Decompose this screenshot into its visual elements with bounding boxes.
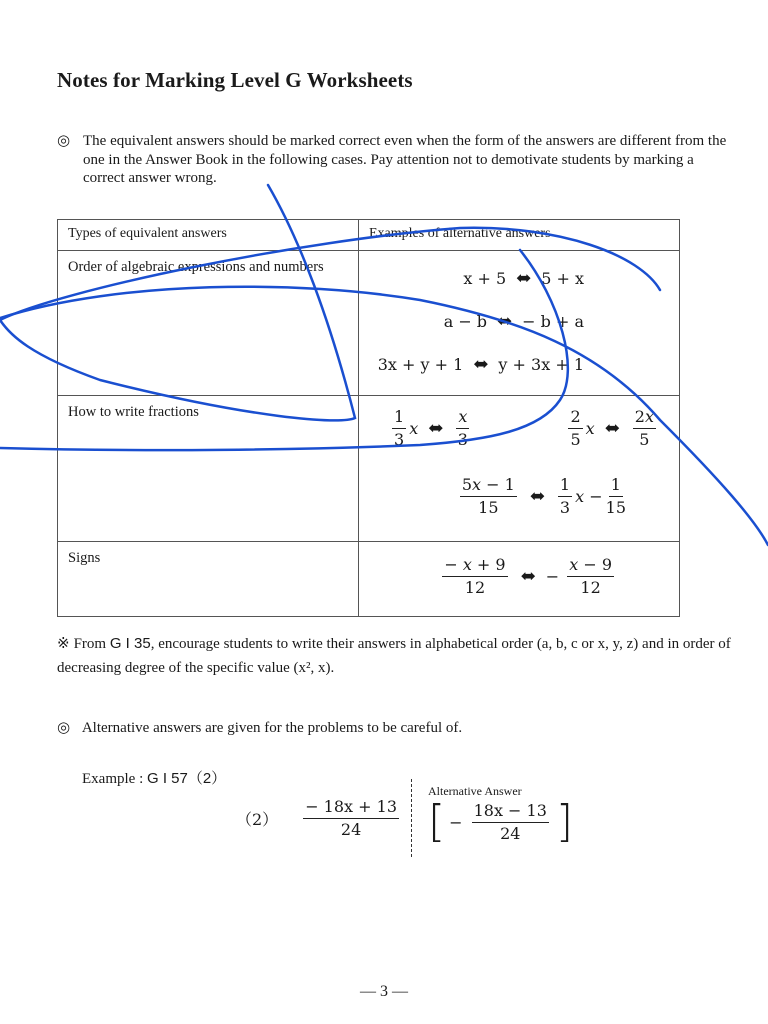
example-left: x + 5 (463, 269, 507, 288)
double-circle-bullet-icon: ◎ (57, 720, 71, 736)
example-line (463, 268, 584, 289)
type-order: Order of algebraic expressions and numbers (58, 251, 359, 396)
example-left: 3x + y + 1 (377, 355, 464, 374)
equivalent-answers-table (57, 219, 680, 617)
example-line: $\frac{- x + 9}{12}$ ⬌ − $\frac{x - 9}{12}$ (444, 555, 612, 597)
type-fractions: How to write fractions (58, 396, 359, 542)
table-row (58, 396, 680, 542)
fraction: $\frac{2x}{5}$ (634, 407, 654, 449)
fraction: $\frac{1}{3}$ (559, 475, 571, 517)
example-right: 5 + x (541, 269, 584, 288)
example-label: Example : G I 57（2） (82, 770, 227, 787)
fraction: $\frac{x - 9}{12}$ (569, 555, 612, 597)
double-arrow-icon: ⬌ (428, 418, 444, 439)
example-line: $\frac{2}{5}$ x ⬌ $\frac{2x}{5}$ (570, 407, 654, 449)
double-arrow-icon: ⬌ (516, 268, 532, 289)
alt-answer-fraction: $\frac{18x - 13}{24}$ (473, 800, 547, 843)
alt-answer: [ − $\frac{18x - 13}{24}$ ] (428, 796, 574, 847)
double-arrow-icon: ⬌ (529, 486, 545, 507)
alt-answer-label: Alternative Answer (428, 784, 522, 798)
table-header-row (58, 220, 680, 251)
examples-order (359, 251, 680, 396)
example-line (378, 354, 584, 375)
double-arrow-icon: ⬌ (497, 311, 513, 332)
table-row (58, 251, 680, 396)
example-line: $\frac{5x - 1}{15}$ ⬌ $\frac{1}{3}$ x − $\frac{1}{15}$ (461, 475, 626, 517)
table-row (58, 542, 680, 617)
double-arrow-icon: ⬌ (604, 418, 620, 439)
examples-signs (359, 542, 680, 617)
left-bracket-icon: [ (428, 796, 446, 847)
fraction: $\frac{1}{15}$ (605, 475, 626, 517)
note-text: , encourage students to write their answers in alphabetical order (a, b, c or x, y, z) and in order of decreasing degree of the specific value (x², x). (57, 636, 731, 676)
example-ref: G I 57（2） (146, 770, 227, 787)
example-left: a − b (443, 312, 488, 331)
alt-section (57, 718, 462, 737)
intro-text: The equivalent answers should be marked correct even when the form of the answers are different from the one in the Answer Book in the following cases. Pay attention not to demotivate students by marking a correct answer wrong. (83, 133, 727, 186)
worksheet-ref: G I 35 (109, 635, 151, 652)
fraction: $\frac{2}{5}$ (570, 407, 581, 449)
example-right: − b + a (522, 312, 584, 331)
table-header-types: Types of equivalent answers (58, 220, 359, 251)
double-arrow-icon: ⬌ (520, 566, 536, 587)
intro-paragraph (57, 132, 727, 188)
order-note: ※ From G I 35, encourage students to write their answers in alphabetical order (a, b, c or x, y, z) and in order of decreasing degree of the specific value (x², x). (57, 635, 731, 676)
fraction: $\frac{1}{3}$ (394, 407, 405, 449)
alt-section-text: Alternative answers are given for the problems to be careful of. (81, 720, 463, 736)
fraction: $\frac{x}{3}$ (457, 407, 468, 449)
double-circle-bullet-icon: ◎ (57, 133, 71, 149)
dashed-divider (411, 779, 412, 857)
example-line (444, 311, 584, 332)
fraction: $\frac{5x - 1}{15}$ (461, 475, 515, 517)
page-number: — 3 — (360, 983, 408, 1000)
problem-number: （2） (236, 810, 279, 829)
page-title: Notes for Marking Level G Worksheets (57, 68, 413, 92)
example-problem (236, 798, 402, 839)
double-arrow-icon: ⬌ (473, 354, 489, 375)
right-bracket-icon: ] (555, 796, 574, 847)
answer-fraction: $\frac{- 18x + 13}{24}$ (305, 797, 397, 839)
type-signs: Signs (58, 542, 359, 617)
reference-mark-icon: ※ (57, 636, 70, 652)
table-header-examples: Examples of alternative answers (359, 220, 680, 251)
fraction: $\frac{- x + 9}{12}$ (444, 555, 506, 597)
example-right: y + 3x + 1 (498, 355, 584, 374)
example-line: $\frac{1}{3}$ x ⬌ $\frac{x}{3}$ (394, 407, 468, 449)
examples-fractions (359, 396, 680, 542)
